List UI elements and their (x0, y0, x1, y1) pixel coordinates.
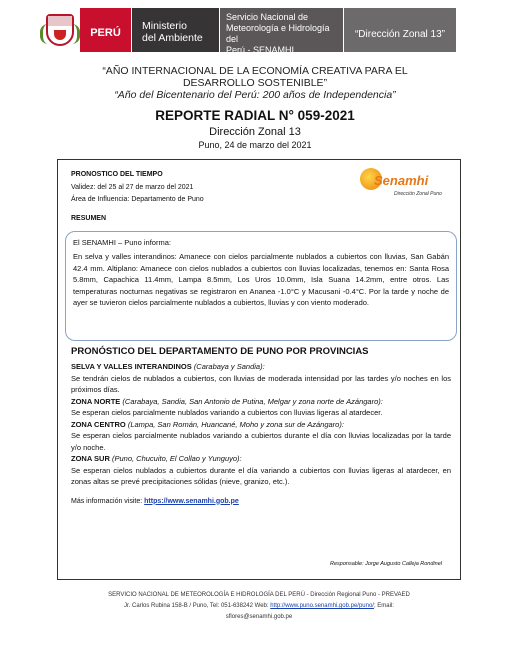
summary-body: En selva y valles interandinos: Amanece con cielos parcialmente nublados a cubiertos con lluvias, San Gabán 42.4 mm. Altiplano: Amanece con cielos nublados a cubiertos con lluvias localizadas, tenemos en: Santa Rosa 5.8mm, Capachica 11.4mm, Lampa 8.5mm, Los Uros 10.0mm, Isla Suana 14.2mm, entre otros. Las temperaturas nocturnas negativas se registraron en Ananea -1.0°C y Macusani -0.4°C. Por la tarde y noche de ayer se tuvieron cielos parcialmente nublados a cubiertos, lluvias y con viento moderado. (73, 252, 449, 307)
province-label: ZONA SUR (Puno, Chucuito, El Collao y Yunguyo): (71, 454, 242, 463)
province-label: SELVA Y VALLES INTERANDINOS (Carabaya y Sandia): (71, 362, 265, 371)
country-label: PERÚ (80, 8, 132, 52)
province-label: ZONA CENTRO (Lampa, San Román, Huancané, Moho y zona sur de Azángaro): (71, 419, 344, 429)
service-label: Servicio Nacional de Meteorología e Hidrología del Perú - SENAMHI (220, 8, 344, 52)
forecast-heading: PRONOSTICO DEL TIEMPO (71, 171, 163, 178)
year-motto: “AÑO INTERNACIONAL DE LA ECONOMÍA CREATIVA PARA EL DESARROLLO SOSTENIBLE” “Año del Bicentenario del Perú: 200 años de Independencia” (102, 65, 408, 101)
report-title: REPORTE RADIAL N° 059-2021 (155, 108, 355, 123)
puno-web-link[interactable]: http://www.puno.senamhi.gob.pe/puno/ (270, 603, 374, 609)
footer: SERVICIO NACIONAL DE METEOROLOGÍA E HIDROLOGÍA DEL PERÚ - Dirección Regional Puno - PREVAED Jr. Carlos Rubina 158-B / Puno, Tel: 051-638242 Web: http://www.puno.senamhi.gob.pe/puno/; Email: sflores@senamhi.gob.pe (108, 592, 410, 620)
provinces-heading: PRONÓSTICO DEL DEPARTAMENTO DE PUNO POR PROVINCIAS (71, 346, 369, 357)
report-zone: Dirección Zonal 13 (209, 126, 301, 138)
responsible-label: Responsable: Jorge Augusto Calleja Rondinel (329, 561, 442, 567)
forecast-box (57, 159, 461, 580)
peru-coat-of-arms-icon (40, 8, 80, 52)
summary-label: RESUMEN (71, 215, 107, 222)
province-text: Se esperan cielos parcialmente nublados variando a cubiertos con lluvias ligeras al atardecer. (71, 408, 383, 417)
senamhi-link[interactable]: https://www.senamhi.gob.pe (144, 497, 239, 505)
report-date: Puno, 24 de marzo del 2021 (198, 140, 312, 150)
province-text: Se tendrán cielos de nublados a cubiertos, con lluvias de moderada intensidad por las tardes y/o noches en los próximos días. (71, 373, 451, 394)
header-bar (40, 8, 456, 55)
province-text: Se esperan cielos parcialmente nublados variando a cubiertos durante el día con lluvias localizadas por la tarde y/o noche. (71, 431, 451, 452)
ministry-label: Ministerio del Ambiente (132, 8, 220, 52)
province-text: Se esperan cielos nublados a cubiertos durante el día variando a cubiertos con lluvias ligeras al atardecer, en zonas altas se prevé precipitaciones sólidas (nieve, granizo, etc.). (71, 465, 451, 486)
more-info: Más información visite: https://www.senamhi.gob.pe (71, 497, 239, 505)
summary-box (65, 231, 457, 341)
forecast-validity: Validez: del 25 al 27 de marzo del 2021 (71, 184, 194, 191)
provinces-list (71, 361, 451, 507)
zone-label: “Dirección Zonal 13” (344, 8, 456, 52)
province-label: ZONA NORTE (Carabaya, Sandia, San Antonio de Putina, Melgar y zona norte de Azángaro): (71, 396, 383, 406)
forecast-area: Área de Influencia: Departamento de Puno (71, 196, 204, 203)
senamhi-logo: Senamhi Dirección Zonal Puno (360, 166, 446, 202)
summary-intro: El SENAMHI – Puno informa: (73, 238, 171, 247)
